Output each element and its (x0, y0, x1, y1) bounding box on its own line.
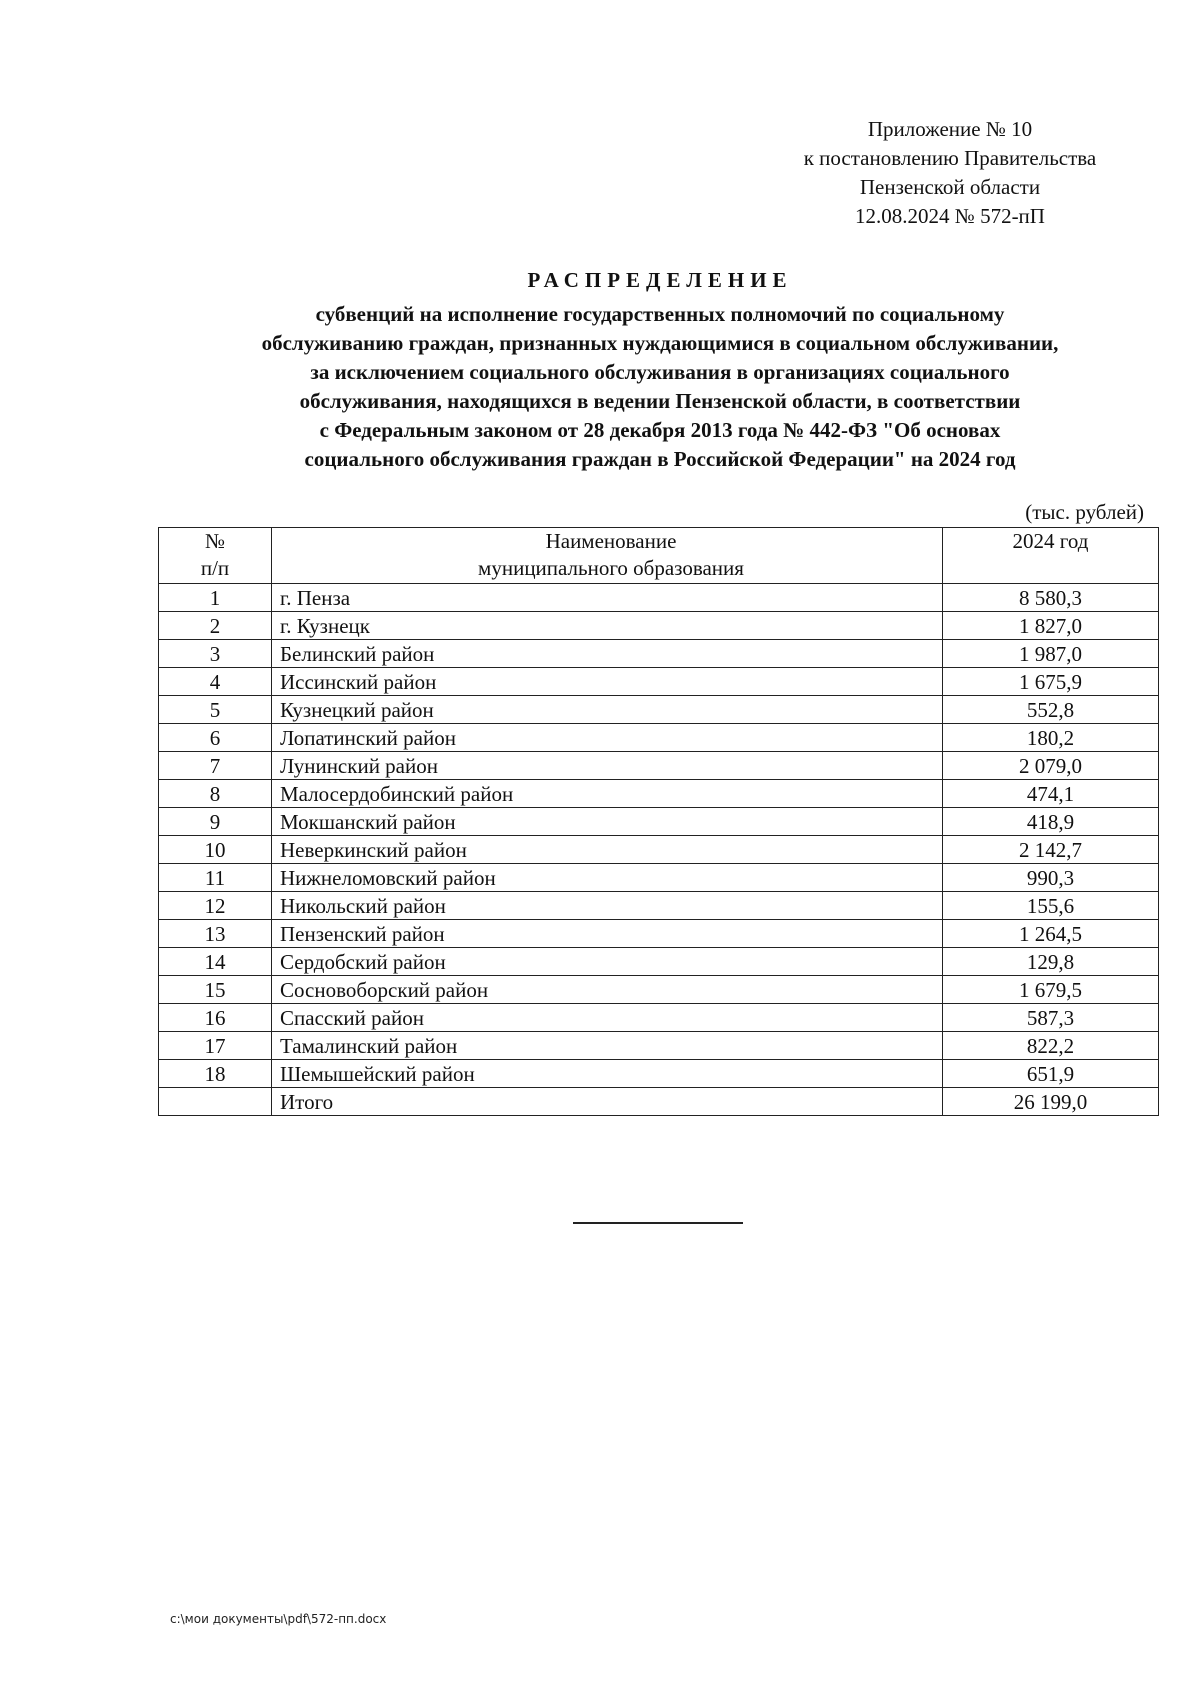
units-label: (тыс. рублей) (1025, 500, 1144, 524)
municipality-name: г. Кузнецк (272, 612, 943, 640)
table-row (159, 1060, 1159, 1088)
subvention-amount: 155,6 (943, 892, 1159, 920)
header-number-abbr: п/п (200, 556, 230, 580)
subvention-amount: 129,8 (943, 948, 1159, 976)
municipality-name: Пензенский район (272, 920, 943, 948)
subvention-amount: 552,8 (943, 696, 1159, 724)
table-row (159, 920, 1159, 948)
subvention-amount: 474,1 (943, 780, 1159, 808)
municipality-name: Иссинский район (272, 668, 943, 696)
municipality-name: Сердобский район (272, 948, 943, 976)
subvention-amount: 418,9 (943, 808, 1159, 836)
distribution-table (158, 527, 1159, 1116)
table-row (159, 584, 1159, 612)
subvention-amount: 8 580,3 (943, 584, 1159, 612)
header-name-line: муниципального образования (478, 556, 744, 580)
header-name-cell (272, 528, 943, 584)
row-number: 13 (159, 920, 272, 948)
municipality-name: Тамалинский район (272, 1032, 943, 1060)
row-number: 4 (159, 668, 272, 696)
document-title: РАСПРЕДЕЛЕНИЕ (527, 268, 793, 292)
subtitle-line: за исключением социального обслуживания в организациях социального (310, 360, 1010, 384)
row-number: 3 (159, 640, 272, 668)
table-row (159, 976, 1159, 1004)
subvention-amount: 1 827,0 (943, 612, 1159, 640)
table-row (159, 612, 1159, 640)
footer-file-path: c:\мои документы\pdf\572-пп.docx (170, 1612, 387, 1626)
table-row (159, 640, 1159, 668)
row-number: 14 (159, 948, 272, 976)
municipality-name: г. Пенза (272, 584, 943, 612)
subvention-amount: 587,3 (943, 1004, 1159, 1032)
municipality-name: Кузнецкий район (272, 696, 943, 724)
header-year-cell: 2024 год (943, 528, 1159, 584)
header-number-cell (159, 528, 272, 584)
total-label: Итого (272, 1088, 943, 1116)
subvention-amount: 1 679,5 (943, 976, 1159, 1004)
table-row (159, 892, 1159, 920)
municipality-name: Малосердобинский район (272, 780, 943, 808)
municipality-name: Сосновоборский район (272, 976, 943, 1004)
table-row (159, 864, 1159, 892)
table-row (159, 780, 1159, 808)
row-number: 11 (159, 864, 272, 892)
subvention-amount: 2 079,0 (943, 752, 1159, 780)
municipality-name: Мокшанский район (272, 808, 943, 836)
subtitle-line: субвенций на исполнение государственных полномочий по социальному (315, 302, 1005, 326)
table-row (159, 836, 1159, 864)
municipality-name: Неверкинский район (272, 836, 943, 864)
subtitle-line: обслуживанию граждан, признанных нуждающимися в социальном обслуживании, (261, 331, 1059, 355)
table-total-row (159, 1088, 1159, 1116)
row-number: 17 (159, 1032, 272, 1060)
subvention-amount: 1 987,0 (943, 640, 1159, 668)
subvention-amount: 180,2 (943, 724, 1159, 752)
header-name-line: Наименование (545, 529, 677, 553)
row-number: 5 (159, 696, 272, 724)
appendix-date-number: 12.08.2024 № 572-пП (855, 204, 1045, 228)
row-number: 10 (159, 836, 272, 864)
municipality-name: Никольский район (272, 892, 943, 920)
municipality-name: Лопатинский район (272, 724, 943, 752)
row-number: 18 (159, 1060, 272, 1088)
table-row (159, 668, 1159, 696)
municipality-name: Спасский район (272, 1004, 943, 1032)
subvention-amount: 990,3 (943, 864, 1159, 892)
subvention-amount: 1 264,5 (943, 920, 1159, 948)
header-number-symbol: № (204, 529, 226, 553)
table-row (159, 808, 1159, 836)
row-number: 2 (159, 612, 272, 640)
total-number (159, 1088, 272, 1116)
row-number: 16 (159, 1004, 272, 1032)
appendix-block (760, 115, 1140, 231)
municipality-name: Нижнеломовский район (272, 864, 943, 892)
subvention-amount: 1 675,9 (943, 668, 1159, 696)
row-number: 9 (159, 808, 272, 836)
row-number: 15 (159, 976, 272, 1004)
table-header-row (159, 528, 1159, 584)
appendix-region: Пензенской области (859, 175, 1041, 199)
row-number: 7 (159, 752, 272, 780)
table-row (159, 1032, 1159, 1060)
document-subtitle (120, 300, 1200, 474)
municipality-name: Шемышейский район (272, 1060, 943, 1088)
subvention-amount: 651,9 (943, 1060, 1159, 1088)
municipality-name: Белинский район (272, 640, 943, 668)
appendix-number: Приложение № 10 (867, 117, 1033, 141)
row-number: 8 (159, 780, 272, 808)
table-row (159, 1004, 1159, 1032)
row-number: 6 (159, 724, 272, 752)
table-row (159, 696, 1159, 724)
subvention-amount: 822,2 (943, 1032, 1159, 1060)
appendix-reference: к постановлению Правительства (803, 146, 1097, 170)
table-row (159, 752, 1159, 780)
subvention-amount: 2 142,7 (943, 836, 1159, 864)
subtitle-line: с Федеральным законом от 28 декабря 2013 года № 442-ФЗ "Об основах (319, 418, 1001, 442)
municipality-name: Лунинский район (272, 752, 943, 780)
closing-rule (573, 1222, 743, 1224)
table-row (159, 724, 1159, 752)
row-number: 12 (159, 892, 272, 920)
subtitle-line: обслуживания, находящихся в ведении Пензенской области, в соответствии (299, 389, 1021, 413)
row-number: 1 (159, 584, 272, 612)
subtitle-line: социального обслуживания граждан в Российской Федерации" на 2024 год (304, 447, 1016, 471)
total-amount: 26 199,0 (943, 1088, 1159, 1116)
table-row (159, 948, 1159, 976)
